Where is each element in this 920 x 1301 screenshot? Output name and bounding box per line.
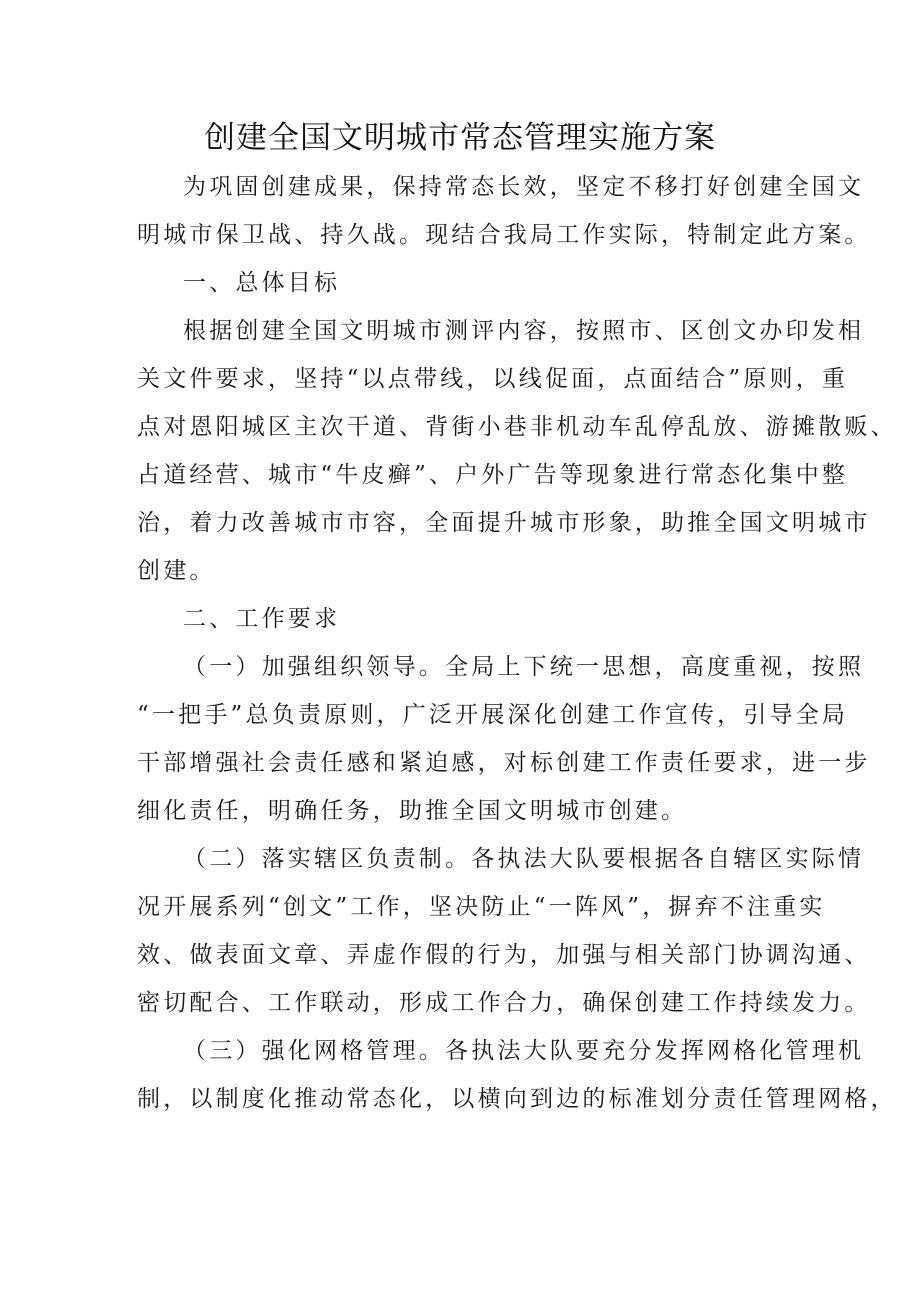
paragraph-line: 根据创建全国文明城市测评内容，按照市、区创文办印发相 [183,318,865,344]
paragraph-line: 制，以制度化推动常态化，以横向到边的标准划分责任管理网格， [137,1086,897,1112]
paragraph-line: 细化责任，明确任务，助推全国文明城市创建。 [137,798,688,824]
paragraph-line: 效、做表面文章、弄虚作假的行为，加强与相关部门协调沟通、 [137,942,871,968]
paragraph-line: 明城市保卫战、持久战。现结合我局工作实际，特制定此方案。 [137,222,871,248]
section-heading: 一、总体目标 [183,270,341,296]
paragraph-line: 关文件要求，坚持“以点带线，以线促面，点面结合”原则，重 [137,366,849,392]
paragraph-line: （一）加强组织领导。全局上下统一思想，高度重视，按照 [183,654,865,680]
paragraph-line: （二）落实辖区负责制。各执法大队要根据各自辖区实际情 [183,846,865,872]
paragraph-line: 密切配合、工作联动，形成工作合力，确保创建工作持续发力。 [137,990,871,1016]
paragraph-line: 为巩固创建成果，保持常态长效，坚定不移打好创建全国文 [183,174,865,200]
paragraph-line: 点对恩阳城区主次干道、背街小巷非机动车乱停乱放、游摊散贩、 [137,414,897,440]
section-heading: 二、工作要求 [183,606,341,632]
paragraph-line: 干部增强社会责任感和紧迫感，对标创建工作责任要求，进一步 [137,750,871,776]
paragraph-line: 创建。 [137,558,216,584]
paragraph-line: 况开展系列“创文”工作，坚决防止“一阵风”，摒弃不注重实 [137,894,826,920]
paragraph-line: 占道经营、城市“牛皮癣”、户外广告等现象进行常态化集中整 [137,462,849,488]
document-title: 创建全国文明城市常态管理实施方案 [204,120,716,156]
paragraph-line: 治，着力改善城市市容，全面提升城市形象，助推全国文明城市 [137,510,871,536]
paragraph-line: （三）强化网格管理。各执法大队要充分发挥网格化管理机 [183,1038,865,1064]
paragraph-line: “一把手”总负责原则，广泛开展深化创建工作宣传，引导全局 [137,702,849,728]
